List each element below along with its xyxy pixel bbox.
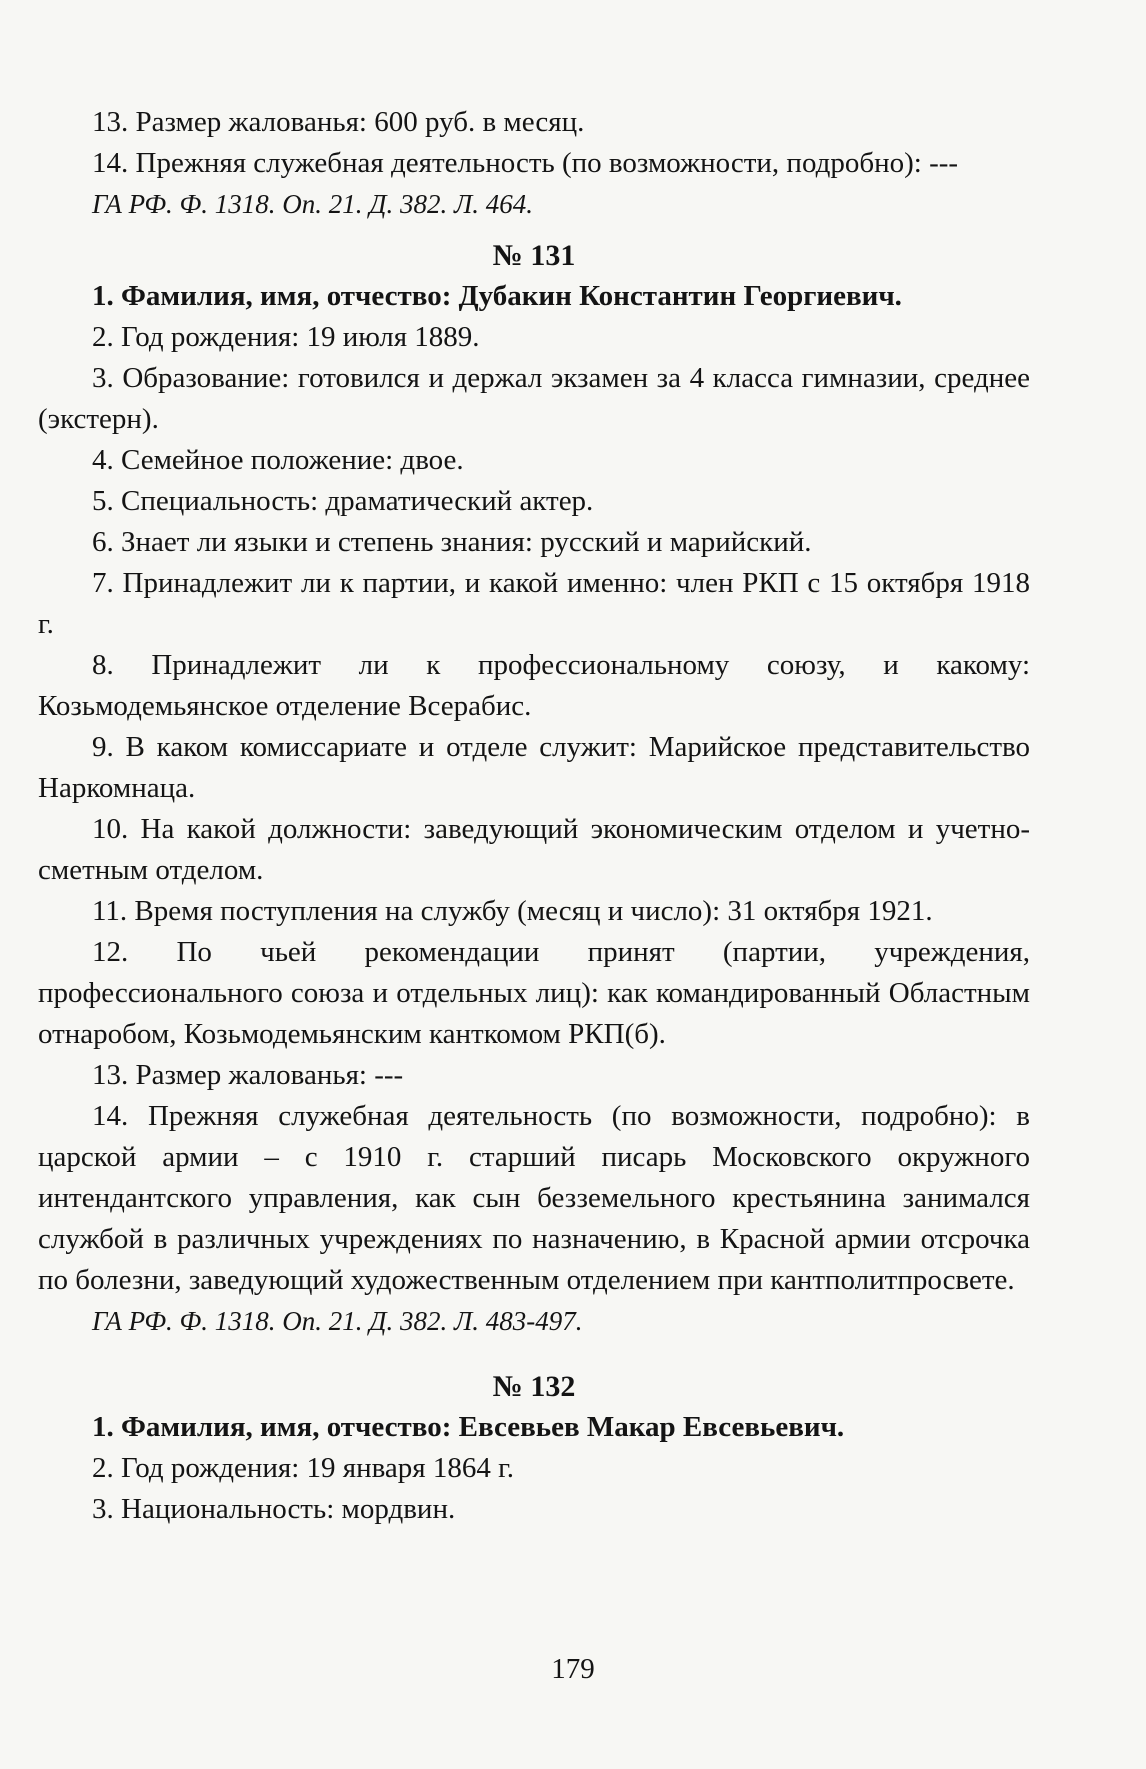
document-number: № 132 (492, 1370, 576, 1403)
paragraph: 3. Национальность: мордвин. (92, 1493, 456, 1525)
paragraph: 6. Знает ли языки и степень знания: русский и марийский. (92, 526, 812, 558)
paragraph: 14. Прежняя служебная деятельность (по возможности, подробно): в царской армии – с 1910 г. старший писарь Московского окружного интендантского управления, как сын безземельного крестьянина занимался службой в различных учреждениях по назначению, в Красной армии отсрочка по болезни, заведующий художественным отделением при кантполитпросвете. (38, 1100, 1030, 1296)
paragraph: 9. В каком комиссариате и отделе служит: Марийское представительство Наркомнаца. (38, 731, 1030, 804)
archive-source: ГА РФ. Ф. 1318. Оп. 21. Д. 382. Л. 483-497. (92, 1306, 583, 1336)
paragraph: 4. Семейное положение: двое. (92, 444, 464, 476)
paragraph: 3. Образование: готовился и держал экзамен за 4 класса гимназии, среднее (экстерн). (38, 362, 1030, 435)
paragraph: 13. Размер жалованья: --- (92, 1059, 404, 1091)
paragraph: 7. Принадлежит ли к партии, и какой именно: член РКП с 15 октября 1918 г. (38, 567, 1030, 640)
paragraph: 12. По чьей рекомендации принят (партии, учреждения, профессионального союза и отдельных лиц): как командированный Областным отнаробом, Козьмодемьянским канткомом РКП(б). (38, 936, 1030, 1050)
paragraph: 14. Прежняя служебная деятельность (по возможности, подробно): --- (92, 147, 959, 179)
paragraph: 2. Год рождения: 19 января 1864 г. (92, 1452, 515, 1484)
paragraph: 10. На какой должности: заведующий экономическим отделом и учетно-сметным отделом. (38, 813, 1030, 886)
paragraph: 8. Принадлежит ли к профессиональному союзу, и какому: Козьмодемьянское отделение Всерабис. (38, 649, 1030, 722)
page-number: 179 (551, 1653, 595, 1685)
paragraph: 5. Специальность: драматический актер. (92, 485, 594, 517)
paragraph: 13. Размер жалованья: 600 руб. в месяц. (92, 106, 585, 138)
person-name: 1. Фамилия, имя, отчество: Дубакин Константин Георгиевич. (92, 280, 902, 312)
document-number: № 131 (492, 239, 576, 272)
paragraph: 2. Год рождения: 19 июля 1889. (92, 321, 480, 353)
paragraph: 11. Время поступления на службу (месяц и число): 31 октября 1921. (92, 895, 933, 927)
person-name: 1. Фамилия, имя, отчество: Евсевьев Макар Евсевьевич. (92, 1411, 845, 1443)
page-text (38, 102, 1030, 1530)
archive-source: ГА РФ. Ф. 1318. Оп. 21. Д. 382. Л. 464. (92, 189, 533, 219)
